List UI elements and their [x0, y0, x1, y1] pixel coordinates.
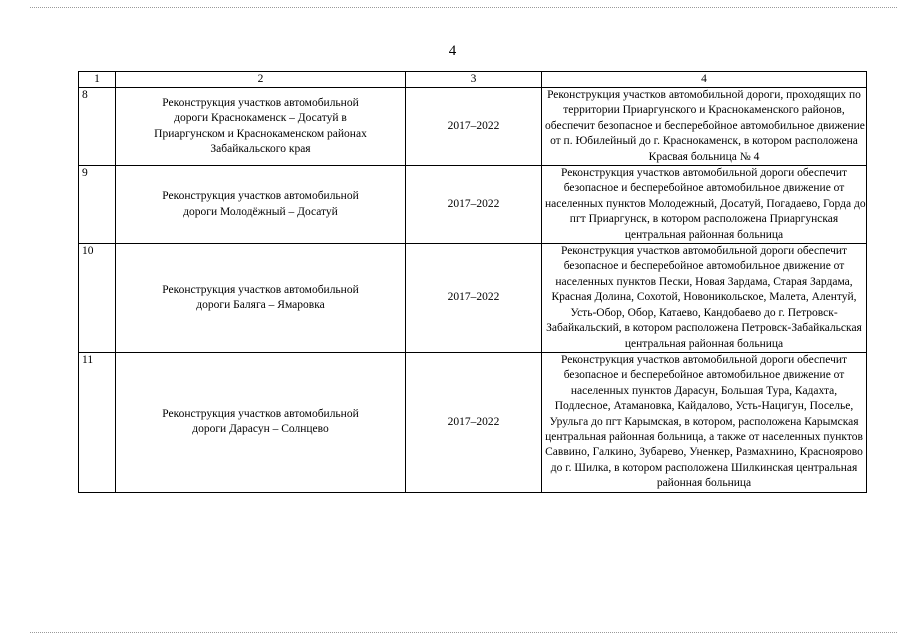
- effect-line: обеспечит безопасное и бесперебойное автомобильное движение: [545, 119, 865, 132]
- project-name-line: Реконструкция участков автомобильной: [162, 96, 359, 109]
- row-number: 9: [79, 166, 116, 244]
- project-effect: [542, 244, 867, 353]
- effect-line: населенных пунктов Молодежный, Досатуй, Погадаево, Горда до: [545, 197, 866, 210]
- page-number: 4: [448, 43, 457, 59]
- table-row: [79, 166, 867, 244]
- effect-line: Реконструкция участков автомобильной дороги, проходящих по: [547, 89, 861, 101]
- effect-line: безопасное и бесперебойное автомобильное движение от: [563, 260, 845, 273]
- effect-line: Забайкальский, в котором расположена Петровск-Забайкальская: [546, 322, 862, 335]
- project-name: [116, 166, 406, 244]
- effect-line: безопасное и бесперебойное автомобильное движение от: [563, 369, 845, 382]
- project-name-line: Забайкальского края: [210, 142, 311, 155]
- effect-line: Саввино, Галкино, Зубарево, Уненкер, Размахнино, Красноярово: [545, 446, 863, 459]
- effect-line: населенных пунктов Дарасун, Большая Тура, Кадахта,: [570, 384, 838, 397]
- effect-line: Реконструкция участков автомобильной дороги обеспечит: [560, 245, 848, 258]
- header-col-4: 4: [542, 72, 867, 88]
- effect-line: центральная районная больница: [624, 228, 784, 241]
- project-name-line: дороги Молодёжный – Досатуй: [183, 205, 338, 218]
- row-number: 8: [79, 88, 116, 166]
- header-col-1: 1: [79, 72, 116, 88]
- project-name-line: Реконструкция участков автомобильной: [162, 407, 359, 420]
- table-row: [79, 244, 867, 353]
- project-period: 2017–2022: [406, 88, 542, 166]
- effect-line: безопасное и бесперебойное автомобильное движение от: [563, 182, 845, 195]
- effect-line: центральная районная больница, а также от населенных пунктов: [545, 430, 863, 443]
- scan-edge-top: [30, 7, 897, 8]
- roads-table: [78, 71, 867, 493]
- effect-line: Реконструкция участков автомобильной дороги обеспечит: [560, 353, 848, 366]
- project-name: [116, 352, 406, 492]
- effect-line: Красвая больница № 4: [648, 150, 760, 163]
- effect-line: до г. Шилка, в котором расположена Шилкинская центральная: [550, 461, 858, 474]
- project-period: 2017–2022: [406, 352, 542, 492]
- project-period: 2017–2022: [406, 166, 542, 244]
- project-name: [116, 244, 406, 353]
- effect-line: населенных пунктов Пески, Новая Зардама, Старая Зардама,: [555, 275, 853, 288]
- project-name-line: Реконструкция участков автомобильной: [162, 283, 359, 296]
- effect-line: Подлесное, Атамановка, Кайдалово, Усть-Нацигун, Поселье,: [554, 400, 854, 413]
- effect-line: районная больница: [656, 477, 752, 490]
- table-header-row: [79, 72, 867, 88]
- project-period: 2017–2022: [406, 244, 542, 353]
- effect-line: пгт Приаргунск, в котором расположена Приаргунская: [569, 213, 839, 226]
- effect-line: территории Приаргунского и Краснокаменского районов,: [563, 104, 845, 117]
- row-number: 10: [79, 244, 116, 353]
- project-name-line: Приаргунском и Краснокаменском районах: [154, 127, 367, 140]
- project-name-line: дороги Краснокаменск – Досатуй в: [174, 112, 347, 125]
- header-col-3: 3: [406, 72, 542, 88]
- project-effect: [542, 166, 867, 244]
- effect-line: Усть-Обор, Обор, Катаево, Кандобаево до г. Петровск-: [570, 306, 838, 319]
- effect-line: Красная Долина, Сохотой, Новоникольское, Малета, Алентуй,: [551, 291, 857, 304]
- table-row: [79, 352, 867, 492]
- project-name: [116, 88, 406, 166]
- header-col-2: 2: [116, 72, 406, 88]
- project-name-line: Реконструкция участков автомобильной: [162, 190, 359, 203]
- scan-edge-bottom: [30, 632, 897, 633]
- project-name-line: дороги Дарасун – Солнцево: [192, 423, 329, 436]
- effect-line: Реконструкция участков автомобильной дороги обеспечит: [560, 167, 848, 180]
- project-effect: [542, 88, 867, 166]
- effect-line: от п. Юбилейный до г. Краснокаменск, в котором расположена: [550, 135, 858, 148]
- row-number: 11: [79, 352, 116, 492]
- effect-line: центральная районная больница: [624, 337, 784, 350]
- project-name-line: дороги Баляга – Ямаровка: [196, 298, 325, 311]
- table-row: [79, 88, 867, 166]
- effect-line: Урульга до пгт Карымская, в котором, расположена Карымская: [549, 415, 859, 428]
- project-effect: [542, 352, 867, 492]
